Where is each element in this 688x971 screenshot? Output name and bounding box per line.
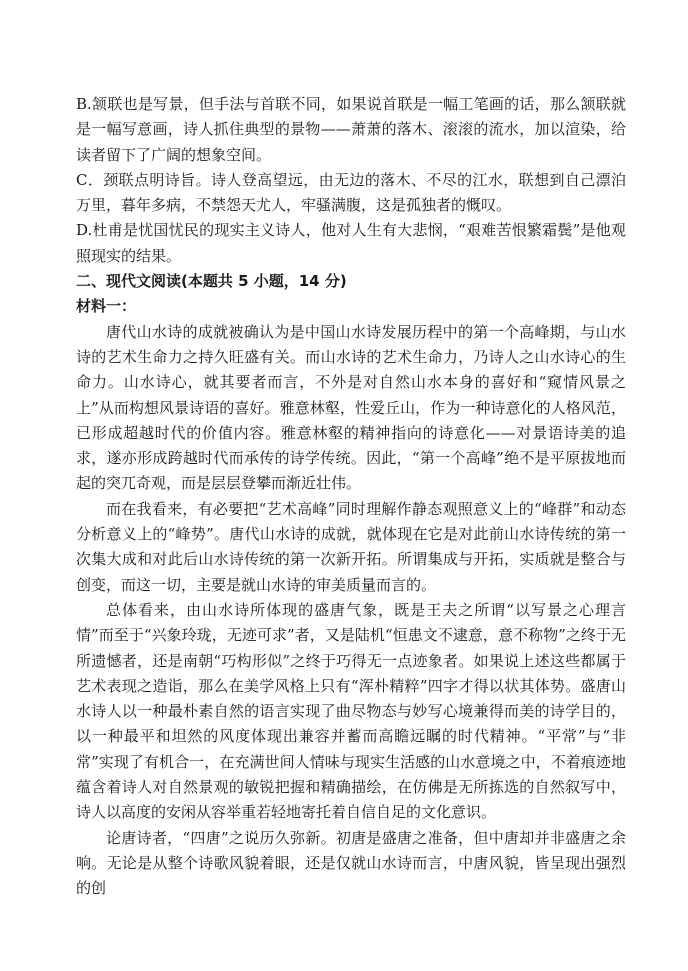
option-d: D.杜甫是忧国忧民的现实主义诗人，他对人生有大悲悯，“艰难苦恨繁霜鬓”是他观照现实的结果。 [76,221,626,265]
option-b: B.颔联也是写景，但手法与首联不同，如果说首联是一幅工笔画的话，那么颔联就是一幅写意画，诗人抓住典型的景物——萧萧的落木、滚滚的流水，加以渲染，给读者留下了广阔的想象空间。 [76,95,626,164]
section-heading: 二、现代文阅读(本题共 5 小题，14 分) [76,272,347,291]
paragraph-4: 论唐诗者，“四唐”之说历久弥新。初唐是盛唐之准备，但中唐却并非盛唐之余响。无论是从整个诗歌风貌着眼，还是仅就山水诗而言，中唐风貌，皆呈现出强烈的创 [76,828,626,898]
material-label: 材料一： [76,297,137,316]
option-c: C．颈联点明诗旨。诗人登高望远，由无边的落木、不尽的江水，联想到自己漂泊万里，暮年多病，不禁怨天尤人，牢骚满腹，这是孤独者的慨叹。 [76,170,626,215]
paragraph-2: 而在我看来，有必要把“艺术高峰”同时理解作静态观照意义上的“峰群”和动态分析意义上的“峰势”。唐代山水诗的成就，就体现在它是对此前山水诗传统的第一次集大成和对此后山水诗传统的第一次新开拓。所谓集成与开拓，实质就是整合与创变，而这一切，主要是就山水诗的审美质量而言的。 [76,499,626,594]
paragraph-3: 总体看来，由山水诗所体现的盛唐气象，既是王夫之所谓“以写景之心理言情”而至于“兴象玲珑，无迹可求”者，又是陆机“恒患文不逮意，意不称物”之终于无所遗憾者，还是南朝“巧构形似”之终于巧得无一点迹象者。如果说上述这些都属于艺术表现之造诣，那么在美学风格上只有“浑朴精粹”四字才得以状其体势。盛唐山水诗人以一种最朴素自然的语言实现了曲尽物态与妙写心境兼得而美的诗学目的，以一种最平和坦然的风度体现出兼容并蓄而高瞻远瞩的时代精神。“平常”与“非常”实现了有机合一，在充满世间人情味与现实生活感的山水意境之中，不着痕迹地蕴含着诗人对自然景观的敏锐把握和精确描绘，在仿佛是无所拣选的自然叙写中，诗人以高度的安闲从容举重若轻地寄托着自信自足的文化意识。 [76,600,626,822]
paragraph-1: 唐代山水诗的成就被确认为是中国山水诗发展历程中的第一个高峰期，与山水诗的艺术生命力之持久旺盛有关。而山水诗的艺术生命力，乃诗人之山水诗心的生命力。山水诗心，就其要者而言，不外是对自然山水本身的喜好和“窥情风景之上”从而构想风景诗语的喜好。雅意林壑，性爱丘山，作为一种诗意化的人格风范，已形成超越时代的价值内容。雅意林壑的精神指向的诗意化——对景语诗美的追求，遂亦形成跨越时代而承传的诗学传统。因此，“第一个高峰”绝不是平原拔地而起的突兀奇观，而是层层登攀而渐近壮伟。 [76,322,626,493]
document-body [76,92,626,902]
